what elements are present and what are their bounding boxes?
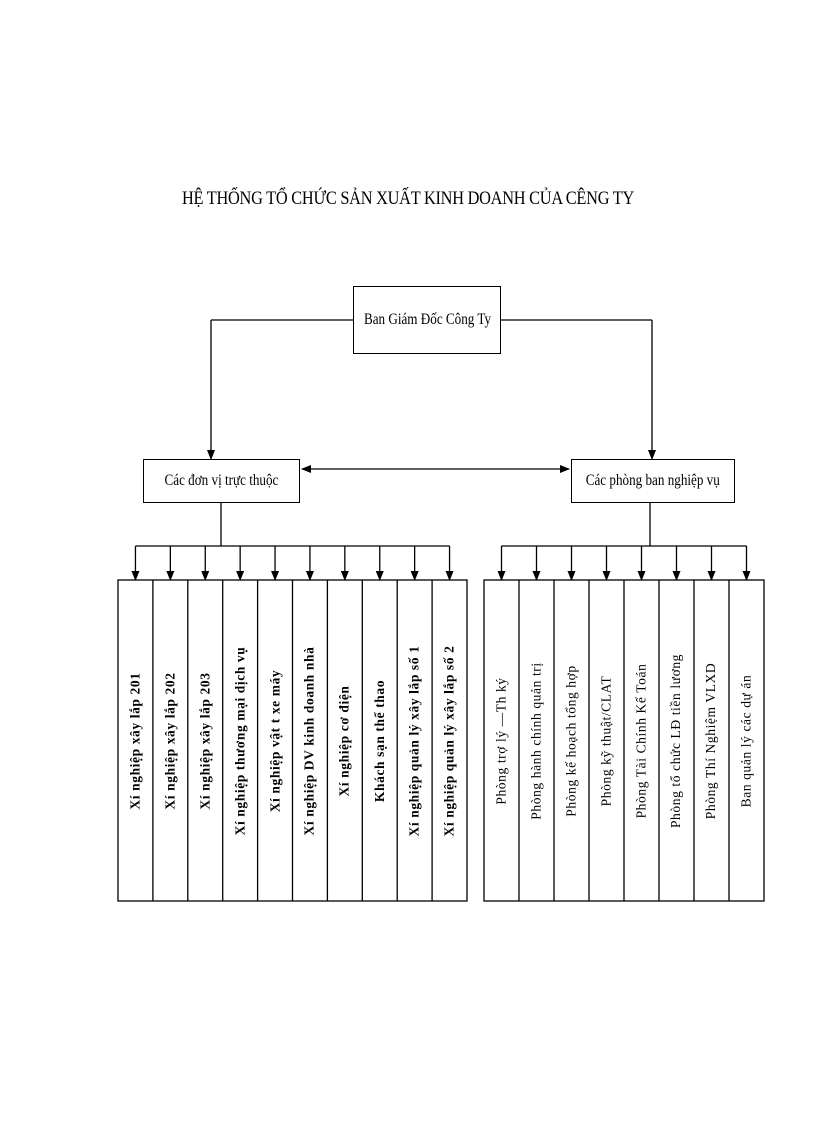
subsidiary-unit-cell: [397, 580, 432, 901]
department-label: Phòng tổ chức LĐ tiền lương: [668, 653, 684, 828]
department-cell: [519, 580, 554, 901]
department-cell: [624, 580, 659, 901]
departments-box: [571, 459, 735, 503]
subsidiary-unit-label: Xí nghiệp cơ điện: [336, 684, 352, 797]
subsidiary-unit-cell: [118, 580, 153, 901]
department-cell: [659, 580, 694, 901]
department-label: Ban quản lý các dự án: [738, 674, 754, 807]
subsidiary-unit-cell: [293, 580, 328, 901]
subsidiary-unit-cell: [362, 580, 397, 901]
department-label: Phòng Tài Chính Kế Toán: [633, 663, 649, 818]
department-cell: [484, 580, 519, 901]
department-label: Phòng kế hoạch tổng hợp: [563, 664, 579, 817]
department-label: Phòng hành chính quản trị: [528, 661, 544, 820]
department-cell: [589, 580, 624, 901]
page-title: HỆ THỐNG TỔ CHỨC SẢN XUẤT KINH DOANH CỦA CÊNG TY: [181, 188, 635, 209]
department-cell: [694, 580, 729, 901]
subsidiary-unit-label: Xí nghiệp vật t xe máy: [267, 669, 283, 812]
subsidiary-unit-label: Xí nghiệp thương mại dịch vụ: [232, 646, 248, 835]
subsidiary-unit-label: Xí nghiệp quản lý xây lắp số 1: [406, 645, 422, 836]
subsidiary-unit-label: Khách sạn thể thao: [371, 679, 387, 802]
subsidiary-unit-label: Xí nghiệp xây lắp 201: [127, 671, 143, 810]
department-cell: [729, 580, 764, 901]
subsidiary-unit-label: Xí nghiệp xây lắp 203: [197, 671, 213, 810]
subsidiary-unit-label: Xí nghiệp quản lý xây lắp số 2: [441, 645, 457, 836]
subsidiary-units-label: Các đơn vị trực thuộc: [164, 472, 279, 489]
department-label: Phòng trợ lý —Th ký: [493, 676, 509, 805]
board-of-directors-label: Ban Giám Đốc Công Ty: [363, 311, 491, 328]
board-of-directors-box: [353, 286, 501, 354]
subsidiary-unit-label: Xí nghiệp xây lắp 202: [162, 671, 178, 810]
subsidiary-unit-cell: [188, 580, 223, 901]
subsidiary-unit-cell: [258, 580, 293, 901]
department-label: Phòng Thí Nghiệm VLXD: [703, 662, 719, 819]
departments-label: Các phòng ban nghiệp vụ: [585, 472, 721, 489]
subsidiary-unit-label: Xí nghiệp DV kinh doanh nhà: [301, 646, 317, 835]
subsidiary-unit-cell: [223, 580, 258, 901]
department-label: Phòng kỹ thuật/CLAT: [598, 675, 614, 806]
subsidiary-units-box: [143, 459, 300, 503]
department-cell: [554, 580, 589, 901]
subsidiary-unit-cell: [327, 580, 362, 901]
subsidiary-unit-cell: [432, 580, 467, 901]
subsidiary-unit-cell: [153, 580, 188, 901]
